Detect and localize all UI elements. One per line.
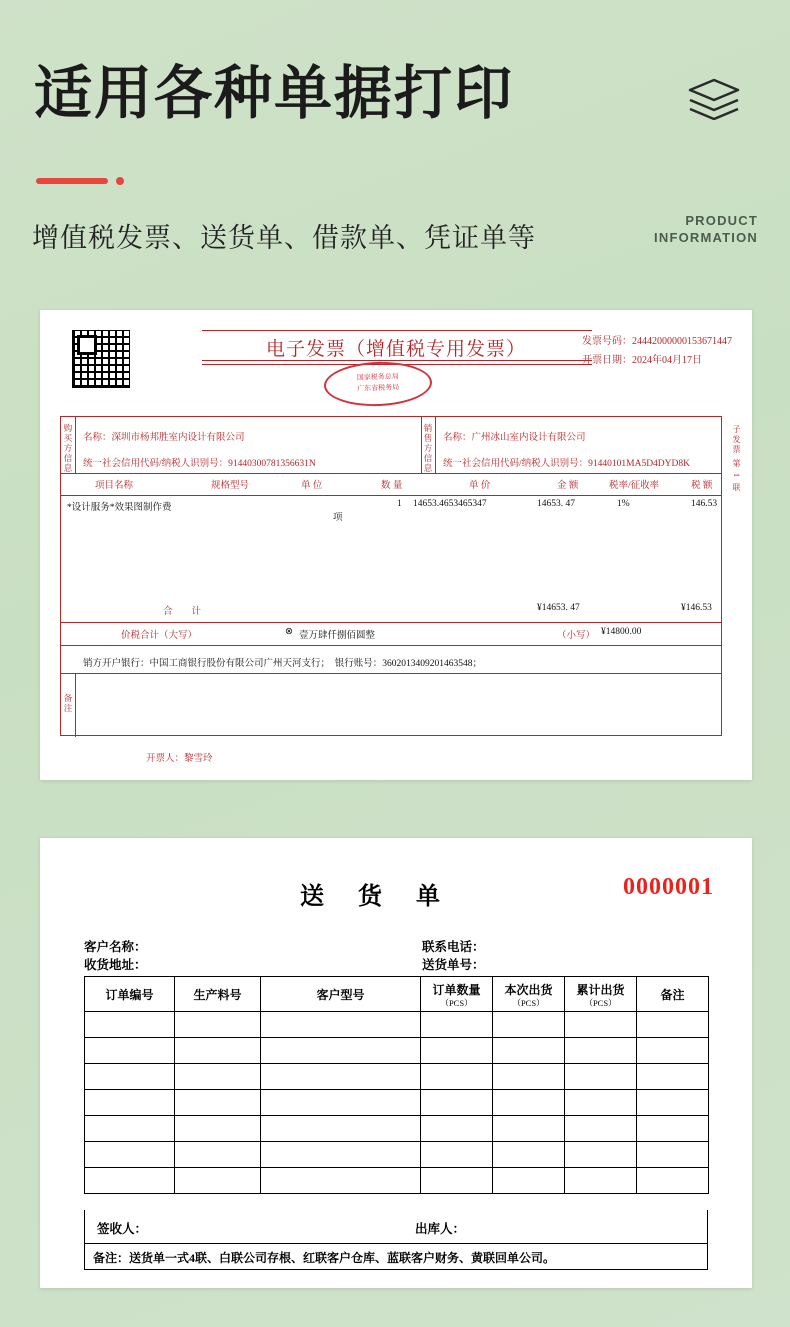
cell[interactable] <box>261 1142 421 1168</box>
col-cumulative-ship-sub: （PCS） <box>584 997 617 1008</box>
cell[interactable] <box>637 1038 709 1064</box>
col-order-qty-label: 订单数量 <box>432 982 481 997</box>
accent-rule <box>36 178 108 184</box>
remark-label: 备注 <box>63 693 73 713</box>
col-current-ship-label: 本次出货 <box>504 982 553 997</box>
cell[interactable] <box>421 1116 493 1142</box>
cell[interactable] <box>85 1116 175 1142</box>
field-customer-name: 客户名称： <box>84 940 147 954</box>
table-row[interactable] <box>85 1168 709 1194</box>
invoice-seller-label-split <box>435 417 436 473</box>
invoice-sample-card <box>40 310 752 780</box>
cell[interactable] <box>637 1090 709 1116</box>
invoice-title-rule-mid <box>202 360 592 361</box>
table-row[interactable] <box>85 1064 709 1090</box>
invoice-document <box>54 320 741 770</box>
cell[interactable] <box>637 1168 709 1194</box>
invoice-divider-remark <box>61 673 721 674</box>
sum-words-mark: ⊗ <box>285 627 293 637</box>
col-tax: 税 额 <box>691 481 713 491</box>
page-title: 适用各种单据打印 <box>34 61 515 126</box>
cell[interactable] <box>421 1064 493 1090</box>
delivery-note-remark: 备注：送货单一式4联、白联公司存根、红联客户仓库、蓝联客户财务、黄联回单公司。 <box>84 1244 708 1270</box>
col-order-no-label: 订单编号 <box>105 987 154 1002</box>
seal-line-1: 国家税务总局 <box>356 372 399 382</box>
cell[interactable] <box>493 1038 565 1064</box>
page-subtitle: 增值税发票、送货单、借款单、凭证单等 <box>32 223 536 253</box>
receiver-label: 签收人： <box>97 1222 148 1236</box>
col-remark <box>637 977 709 1012</box>
product-information-label <box>654 212 758 246</box>
cell[interactable] <box>85 1012 175 1038</box>
table-row[interactable] <box>85 1116 709 1142</box>
col-remark-label: 备注 <box>660 987 685 1002</box>
col-order-qty <box>421 977 493 1012</box>
invoice-number-label: 发票号码： <box>582 336 632 347</box>
buyer-tax-value: 91440300781356631N <box>228 459 316 469</box>
invoice-body-box <box>60 416 722 736</box>
col-part-no <box>175 977 261 1012</box>
cell[interactable] <box>261 1116 421 1142</box>
col-item: 项目名称 <box>95 481 134 491</box>
invoice-number-value: 24442000000153671447 <box>632 336 732 347</box>
row-tax: 146.53 <box>691 499 718 509</box>
invoice-date-label: 开票日期： <box>582 355 632 366</box>
seller-label: 销售方信息 <box>423 423 433 473</box>
invoice-remark-label-split <box>75 673 76 737</box>
table-header-row <box>85 977 709 1012</box>
cell[interactable] <box>493 1012 565 1038</box>
col-current-ship <box>493 977 565 1012</box>
seller-name-value: 广州冰山室内设计有限公司 <box>471 433 586 443</box>
delivery-note-signature-row <box>84 1210 708 1244</box>
sum-digits-label: （小写） <box>557 631 596 641</box>
cell[interactable] <box>85 1064 175 1090</box>
cell[interactable] <box>493 1142 565 1168</box>
buyer-tax-label: 统一社会信用代码/纳税人识别号： <box>83 459 229 469</box>
delivery-note-table <box>84 976 709 1194</box>
col-cumulative-ship-label: 累计出货 <box>576 982 625 997</box>
cell[interactable] <box>565 1038 637 1064</box>
col-rate: 税率/征收率 <box>609 481 660 491</box>
seal-line-2: 广东省税务局 <box>357 383 400 393</box>
drawer-label: 开票人： <box>146 754 185 764</box>
cell[interactable] <box>175 1142 261 1168</box>
cell[interactable] <box>175 1168 261 1194</box>
invoice-number-row <box>582 332 732 351</box>
col-order-no <box>85 977 175 1012</box>
row-price: 14653.4653465347 <box>413 499 487 509</box>
cell[interactable] <box>175 1116 261 1142</box>
invoice-date-row <box>582 351 732 370</box>
cell[interactable] <box>85 1038 175 1064</box>
paper-stack-icon <box>686 78 742 120</box>
cell[interactable] <box>493 1168 565 1194</box>
delivery-note-sample-card <box>40 838 752 1288</box>
cell[interactable] <box>421 1090 493 1116</box>
cell[interactable] <box>421 1142 493 1168</box>
col-current-ship-sub: （PCS） <box>512 997 545 1008</box>
issuer-label: 出库人： <box>415 1222 466 1236</box>
cell[interactable] <box>261 1064 421 1090</box>
drawer-value: 黎雪玲 <box>184 754 213 764</box>
cell[interactable] <box>421 1012 493 1038</box>
cell[interactable] <box>493 1064 565 1090</box>
cell[interactable] <box>261 1038 421 1064</box>
cell[interactable] <box>175 1012 261 1038</box>
col-qty: 数 量 <box>381 481 403 491</box>
cell[interactable] <box>565 1168 637 1194</box>
sum-words-label: 价税合计（大写） <box>121 631 198 641</box>
seller-tax-label: 统一社会信用代码/纳税人识别号： <box>443 459 589 469</box>
total-label: 合 计 <box>163 607 202 617</box>
cell[interactable] <box>421 1038 493 1064</box>
field-ship-address: 收货地址： <box>84 958 147 972</box>
cell[interactable] <box>565 1064 637 1090</box>
col-cumulative-ship <box>565 977 637 1012</box>
col-unit: 单 位 <box>301 481 323 491</box>
delivery-note-document <box>70 852 722 1272</box>
buyer-name-label: 名称： <box>83 433 112 443</box>
cell[interactable] <box>493 1116 565 1142</box>
col-price: 单 价 <box>469 481 491 491</box>
cell[interactable] <box>261 1012 421 1038</box>
cell[interactable] <box>637 1116 709 1142</box>
col-order-qty-sub: （PCS） <box>440 997 473 1008</box>
cell[interactable] <box>637 1142 709 1168</box>
remark-bank-text: 销方开户银行：中国工商银行股份有限公司广州天河支行； 银行账号：3602013409201463548； <box>83 659 483 669</box>
tax-bureau-seal <box>323 360 432 408</box>
invoice-meta <box>582 332 732 370</box>
total-tax: ¥146.53 <box>681 603 712 613</box>
table-row[interactable] <box>85 1090 709 1116</box>
table-row[interactable] <box>85 1012 709 1038</box>
invoice-buyer-label-split <box>75 417 76 473</box>
field-contact-phone: 联系电话： <box>422 940 485 954</box>
product-info-line1: PRODUCT <box>685 213 758 228</box>
cell[interactable] <box>565 1090 637 1116</box>
table-row[interactable] <box>85 1142 709 1168</box>
invoice-date-value: 2024年04月17日 <box>632 355 702 366</box>
cell[interactable] <box>421 1168 493 1194</box>
cell[interactable] <box>637 1012 709 1038</box>
delivery-note-customer-fields <box>84 938 147 974</box>
row-rate: 1% <box>617 499 630 509</box>
buyer-name-value: 深圳市杨邦胜室内设计有限公司 <box>111 433 245 443</box>
cell[interactable] <box>85 1168 175 1194</box>
sum-digits-value: ¥14800.00 <box>601 627 642 637</box>
table-body <box>85 1012 709 1194</box>
row-amount: 14653. 47 <box>537 499 575 509</box>
invoice-title: 电子发票（增值税专用发票） <box>265 339 526 360</box>
seller-name-label: 名称： <box>443 433 472 443</box>
cell[interactable] <box>565 1116 637 1142</box>
product-info-line2: INFORMATION <box>654 230 758 245</box>
cell[interactable] <box>175 1038 261 1064</box>
row-item: *设计服务*效果图制作费 <box>67 503 172 513</box>
delivery-note-contact-fields <box>422 938 485 974</box>
buyer-label: 购买方信息 <box>63 423 73 473</box>
cell[interactable] <box>565 1012 637 1038</box>
invoice-divider-parties <box>61 473 721 474</box>
cell[interactable] <box>85 1090 175 1116</box>
col-part-no-label: 生产料号 <box>193 987 242 1002</box>
table-row[interactable] <box>85 1038 709 1064</box>
delivery-note-title: 送 货 单 <box>300 884 454 910</box>
invoice-divider-columns <box>61 495 721 496</box>
col-customer-model-label: 客户型号 <box>316 987 365 1002</box>
accent-dot <box>116 177 124 185</box>
total-amount: ¥14653. 47 <box>537 603 580 613</box>
cell[interactable] <box>261 1168 421 1194</box>
col-customer-model <box>261 977 421 1012</box>
field-note-number: 送货单号： <box>422 958 485 972</box>
cell[interactable] <box>175 1090 261 1116</box>
delivery-note-number: 0000001 <box>623 874 714 900</box>
invoice-side-text: 子发票 第 1 联 <box>732 425 741 493</box>
invoice-divider-total <box>61 622 721 623</box>
cell[interactable] <box>261 1090 421 1116</box>
seller-tax-value: 91440101MA5D4DYD8K <box>588 459 691 469</box>
row-qty: 1 <box>397 499 402 509</box>
sum-words-value: 壹万肆仟捌佰圆整 <box>299 631 376 641</box>
col-amount: 金 额 <box>557 481 579 491</box>
col-spec: 规格型号 <box>211 481 250 491</box>
invoice-divider-words <box>61 645 721 646</box>
cell[interactable] <box>493 1090 565 1116</box>
cell[interactable] <box>565 1142 637 1168</box>
invoice-title-rule-top <box>202 330 592 331</box>
cell[interactable] <box>85 1142 175 1168</box>
cell[interactable] <box>175 1064 261 1090</box>
cell[interactable] <box>637 1064 709 1090</box>
row-unit: 项 <box>333 513 343 523</box>
